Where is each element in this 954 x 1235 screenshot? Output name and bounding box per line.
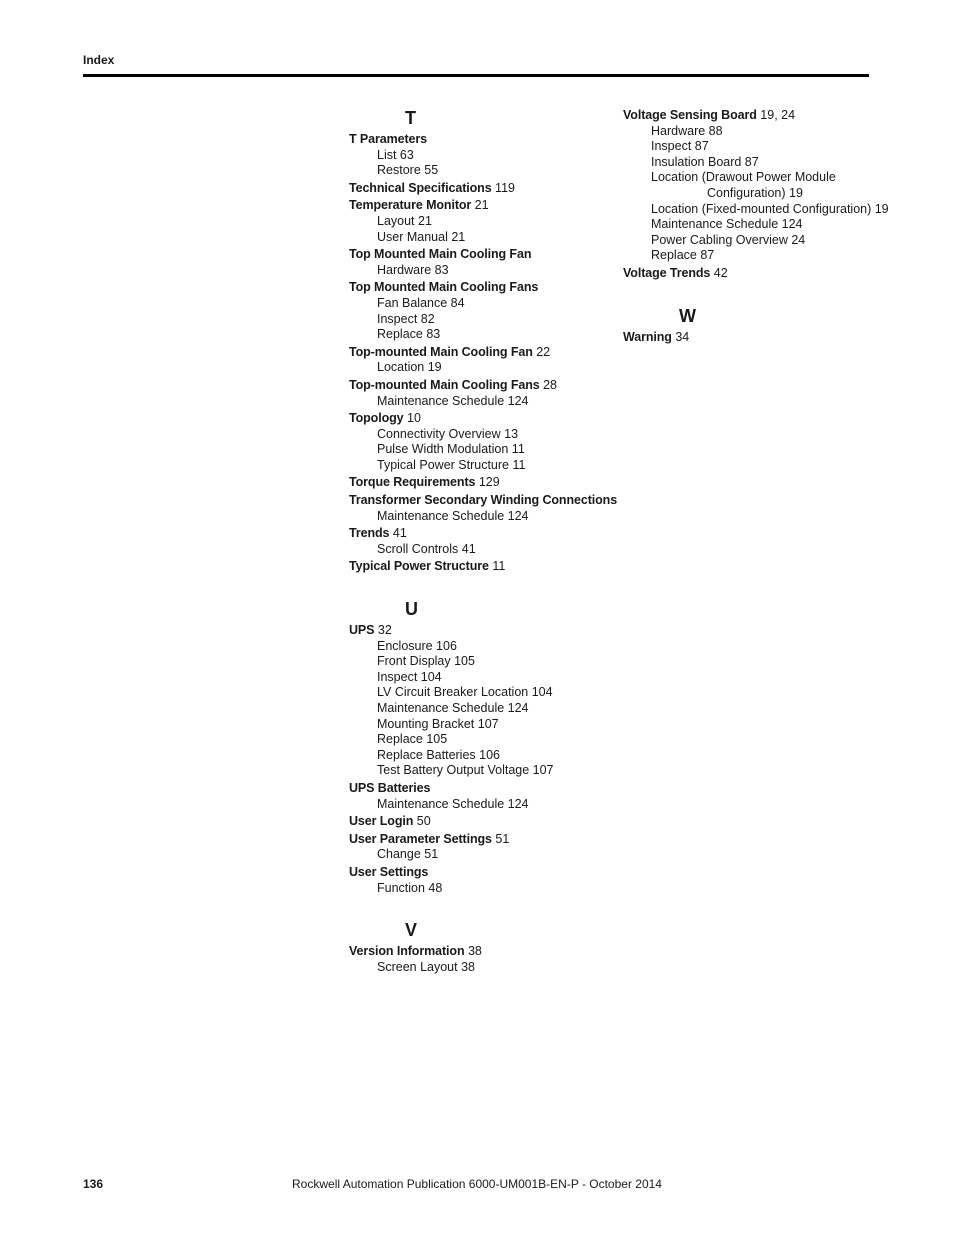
index-subentry: Fan Balance 84 bbox=[377, 295, 465, 310]
index-term: UPS Batteries bbox=[349, 780, 431, 795]
index-pages: 119 bbox=[495, 180, 515, 195]
index-term: User Login bbox=[349, 814, 414, 829]
index-subentry: Function 48 bbox=[377, 880, 443, 895]
index-subentry: Insulation Board 87 bbox=[651, 154, 759, 169]
index-subentry: Configuration) 19 bbox=[707, 185, 803, 200]
page-number: 136 bbox=[83, 1177, 104, 1191]
index-pages: 38 bbox=[467, 944, 482, 959]
index-entry bbox=[349, 378, 619, 394]
index-subentry: Replace 105 bbox=[377, 732, 448, 747]
index-subentry: Change 51 bbox=[377, 847, 439, 862]
index-term: Top Mounted Main Cooling Fans bbox=[349, 280, 539, 295]
index-entry bbox=[349, 623, 619, 639]
index-entry bbox=[349, 526, 619, 542]
index-entry bbox=[623, 108, 883, 124]
index-entry bbox=[623, 330, 883, 346]
index-pages: 41 bbox=[392, 526, 407, 541]
index-entry bbox=[349, 198, 619, 214]
index-subentry: Replace Batteries 106 bbox=[377, 747, 500, 762]
index-subentry: Power Cabling Overview 24 bbox=[651, 232, 806, 247]
index-term: Top-mounted Main Cooling Fans bbox=[349, 377, 540, 392]
index-subentry: Screen Layout 38 bbox=[377, 959, 475, 974]
index-subentry: Location (Fixed-mounted Configuration) 19 bbox=[651, 201, 889, 216]
index-term: Warning bbox=[623, 329, 672, 344]
index-entry bbox=[349, 559, 619, 575]
index-subentry: Replace 83 bbox=[377, 327, 441, 342]
index-subentry: Hardware 83 bbox=[377, 262, 449, 277]
index-entry bbox=[349, 280, 619, 296]
index-subentry: Pulse Width Modulation 11 bbox=[377, 442, 525, 457]
section-letter: V bbox=[405, 920, 418, 941]
index-pages: 32 bbox=[377, 623, 392, 638]
index-subentry: Enclosure 106 bbox=[377, 638, 457, 653]
index-term: Voltage Sensing Board bbox=[623, 108, 757, 122]
section-letter: W bbox=[679, 305, 696, 326]
index-term: Typical Power Structure bbox=[349, 559, 489, 574]
index-pages: 50 bbox=[416, 814, 431, 829]
index-entry bbox=[349, 132, 619, 148]
index-entry bbox=[349, 181, 619, 197]
index-pages: 34 bbox=[675, 329, 690, 344]
index-term: Technical Specifications bbox=[349, 180, 492, 195]
index-subentry: Mounting Bracket 107 bbox=[377, 716, 499, 731]
index-term: T Parameters bbox=[349, 132, 428, 146]
index-subentry: Inspect 82 bbox=[377, 311, 435, 326]
section-letter: T bbox=[405, 108, 416, 128]
index-subentry: List 63 bbox=[377, 147, 414, 162]
index-subentry: User Manual 21 bbox=[377, 229, 466, 244]
index-term: Voltage Trends bbox=[623, 265, 711, 280]
index-subentry: Location (Drawout Power Module bbox=[651, 170, 836, 185]
index-pages: 11 bbox=[492, 559, 506, 574]
publication-info: Rockwell Automation Publication 6000-UM001B-EN-P - October 2014 bbox=[292, 1177, 662, 1191]
index-pages: 10 bbox=[407, 411, 421, 426]
index-subentry: Typical Power Structure 11 bbox=[377, 457, 526, 472]
index-subentry: Scroll Controls 41 bbox=[377, 541, 476, 556]
index-entry bbox=[349, 475, 619, 491]
index-subentry: Restore 55 bbox=[377, 163, 439, 178]
index-subentry: Replace 87 bbox=[651, 248, 715, 263]
index-subentry: Maintenance Schedule 124 bbox=[377, 701, 529, 715]
index-column-left bbox=[349, 106, 619, 975]
index-subentry: Maintenance Schedule 124 bbox=[651, 217, 803, 232]
index-entry bbox=[349, 814, 619, 830]
index-pages: 42 bbox=[713, 265, 728, 280]
index-subentry: Layout 21 bbox=[377, 213, 432, 228]
index-pages: 19, 24 bbox=[760, 108, 796, 122]
index-term: Temperature Monitor bbox=[349, 198, 472, 213]
header-rule bbox=[83, 74, 869, 77]
index-pages: 129 bbox=[478, 475, 500, 490]
index-term: User Settings bbox=[349, 864, 429, 879]
index-entry bbox=[349, 411, 619, 427]
index-term: Torque Requirements bbox=[349, 475, 476, 490]
index-term: Transformer Secondary Winding Connections bbox=[349, 493, 618, 508]
index-subentry: Connectivity Overview 13 bbox=[377, 426, 519, 441]
index-subentry: Inspect 87 bbox=[651, 139, 709, 154]
index-column-right bbox=[623, 106, 889, 345]
index-entry bbox=[349, 247, 619, 263]
index-pages: 28 bbox=[543, 377, 557, 392]
section-letter: U bbox=[405, 599, 418, 620]
index-subentry: Maintenance Schedule 124 bbox=[377, 796, 529, 811]
running-header: Index bbox=[83, 53, 115, 67]
index-subentry: Inspect 104 bbox=[377, 669, 442, 684]
index-term: Version Information bbox=[349, 944, 465, 959]
index-subentry: Hardware 88 bbox=[651, 123, 723, 138]
index-pages: 21 bbox=[474, 198, 489, 213]
index-entry bbox=[349, 493, 619, 509]
index-entry bbox=[349, 345, 619, 361]
index-subentry: Front Display 105 bbox=[377, 654, 475, 669]
index-entry bbox=[623, 266, 883, 282]
index-term: Top-mounted Main Cooling Fan bbox=[349, 344, 533, 359]
index-entry bbox=[349, 781, 619, 797]
index-subentry: Test Battery Output Voltage 107 bbox=[377, 763, 554, 778]
index-term: UPS bbox=[349, 623, 375, 638]
index-subentry: Maintenance Schedule 124 bbox=[377, 393, 529, 408]
index-entry bbox=[349, 832, 619, 848]
index-term: Topology bbox=[349, 411, 404, 426]
index-subentry: Maintenance Schedule 124 bbox=[377, 508, 529, 523]
index-term: Trends bbox=[349, 526, 390, 541]
index-entry bbox=[349, 944, 619, 960]
index-term: User Parameter Settings bbox=[349, 831, 492, 846]
index-pages: 51 bbox=[495, 831, 510, 846]
index-subentry: LV Circuit Breaker Location 104 bbox=[377, 685, 553, 700]
index-term: Top Mounted Main Cooling Fan bbox=[349, 247, 532, 262]
index-entry bbox=[349, 865, 619, 881]
index-subentry: Location 19 bbox=[377, 360, 442, 375]
index-pages: 22 bbox=[536, 344, 551, 359]
